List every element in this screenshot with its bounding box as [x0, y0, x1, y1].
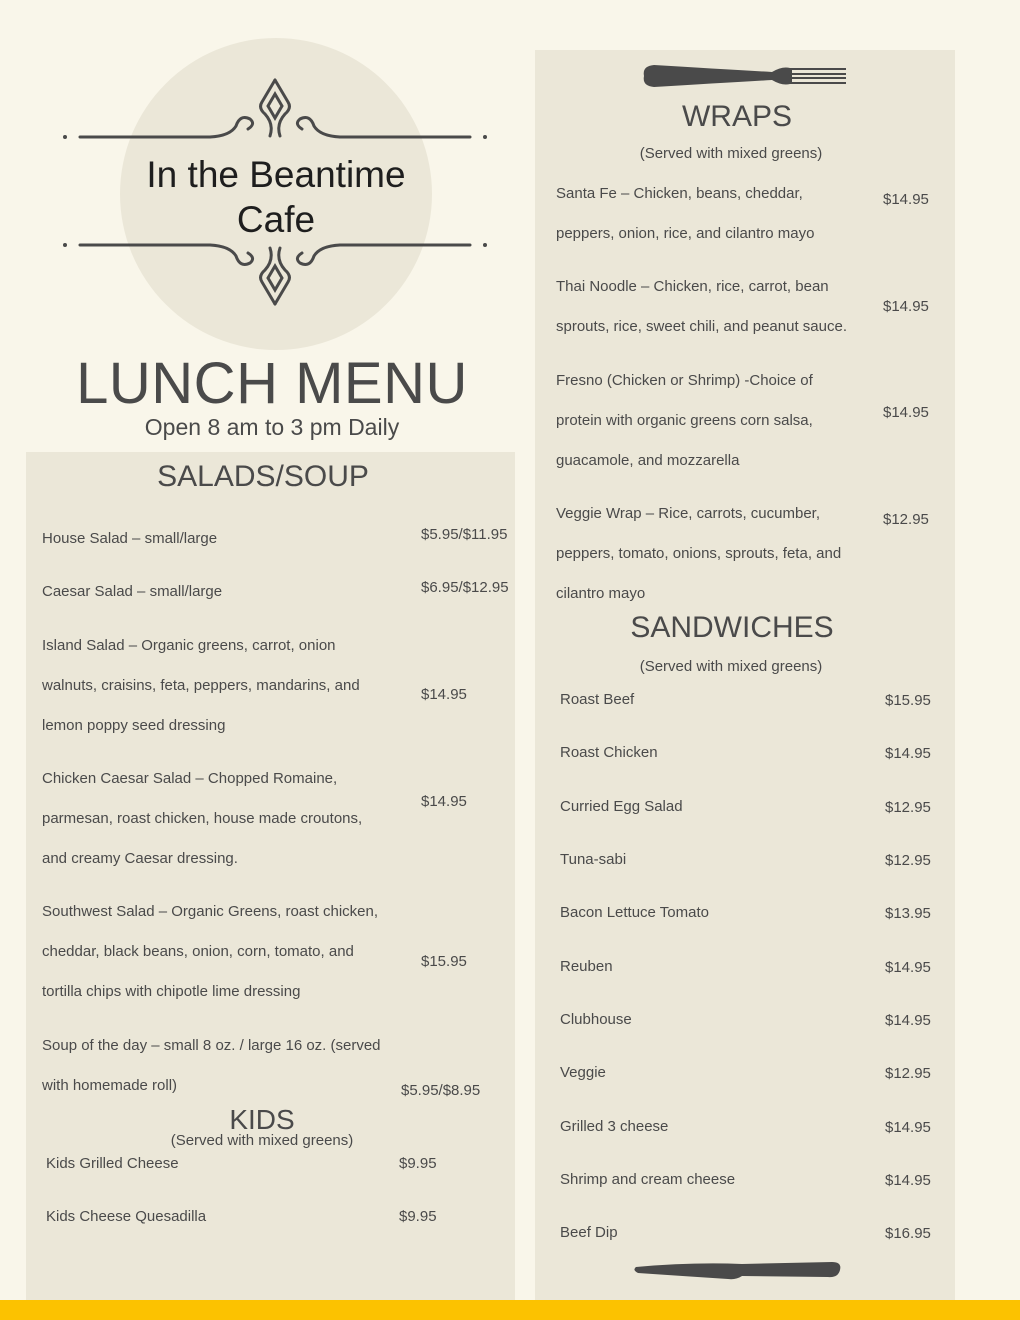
price-beef-dip: $16.95: [885, 1225, 931, 1242]
menu-item-santa-fe-wrap: Santa Fe – Chicken, beans, cheddar, peppers, onion, rice, and cilantro mayo: [556, 185, 815, 242]
price-veggie-sandwich: $12.95: [885, 1065, 931, 1082]
sandwiches-subtitle: (Served with mixed greens): [639, 658, 823, 675]
kids-title: KIDS: [229, 1104, 295, 1135]
salads-title: SALADS/SOUP: [157, 460, 369, 493]
price-soup-of-the-day: $5.95/$8.95: [401, 1082, 481, 1099]
menu-item-reuben: Reuben: [560, 958, 613, 975]
price-house-salad: $5.95/$11.95: [421, 526, 508, 543]
bottom-accent-bar: [0, 1300, 1020, 1320]
price-thai-noodle-wrap: $14.95: [883, 298, 929, 315]
menu-item-island-salad: Island Salad – Organic greens, carrot, onion walnuts, craisins, feta, peppers, mandarins, and lemon poppy seed dressing: [42, 637, 360, 734]
price-clubhouse: $14.95: [885, 1012, 931, 1029]
menu-item-soup-of-the-day: Soup of the day – small 8 oz. / large 16 oz. (served with homemade roll): [42, 1037, 381, 1094]
menu-item-shrimp-cream-cheese: Shrimp and cream cheese: [560, 1171, 736, 1188]
menu-item-roast-beef: Roast Beef: [560, 691, 635, 708]
menu-item-veggie-sandwich: Veggie: [560, 1064, 606, 1081]
price-reuben: $14.95: [885, 959, 931, 976]
menu-item-kids-grilled-cheese: Kids Grilled Cheese: [46, 1155, 179, 1172]
price-tuna-sabi: $12.95: [885, 852, 931, 869]
cafe-name-line2: Cafe: [236, 199, 316, 240]
menu-item-tuna-sabi: Tuna-sabi: [560, 851, 627, 868]
opening-hours: Open 8 am to 3 pm Daily: [144, 414, 400, 440]
sandwiches-title: SANDWICHES: [630, 611, 834, 644]
menu-item-fresno-wrap: Fresno (Chicken or Shrimp) -Choice of protein with organic greens corn salsa, guacamole, and mozzarella: [556, 372, 813, 469]
knife-icon: [632, 1258, 844, 1282]
scroll-ornament-icon: [60, 74, 490, 154]
menu-item-caesar-salad: Caesar Salad – small/large: [42, 583, 223, 600]
menu-item-bacon-lettuce-tomato: Bacon Lettuce Tomato: [560, 904, 709, 921]
price-southwest-salad: $15.95: [421, 953, 467, 970]
price-grilled-3-cheese: $14.95: [885, 1119, 931, 1136]
price-caesar-salad: $6.95/$12.95: [421, 579, 509, 596]
price-fresno-wrap: $14.95: [883, 404, 929, 421]
price-santa-fe-wrap: $14.95: [883, 191, 929, 208]
cafe-name-line1: In the Beantime: [146, 154, 406, 195]
price-chicken-caesar-salad: $14.95: [421, 793, 467, 810]
menu-item-house-salad: House Salad – small/large: [42, 530, 218, 547]
price-shrimp-cream-cheese: $14.95: [885, 1172, 931, 1189]
price-curried-egg-salad: $12.95: [885, 799, 931, 816]
menu-title: LUNCH MENU: [76, 351, 468, 416]
kids-subtitle: (Served with mixed greens): [170, 1132, 354, 1149]
price-veggie-wrap: $12.95: [883, 511, 929, 528]
menu-item-thai-noodle-wrap: Thai Noodle – Chicken, rice, carrot, bean sprouts, rice, sweet chili, and peanut sauce.: [556, 278, 847, 335]
menu-item-southwest-salad: Southwest Salad – Organic Greens, roast chicken, cheddar, black beans, onion, corn, tomato, and tortilla chips with chipotle lime dressing: [42, 903, 379, 1000]
price-kids-cheese-quesadilla: $9.95: [399, 1208, 437, 1225]
menu-item-clubhouse: Clubhouse: [560, 1011, 632, 1028]
price-island-salad: $14.95: [421, 686, 467, 703]
fork-icon: [640, 60, 850, 92]
wraps-subtitle: (Served with mixed greens): [639, 145, 823, 162]
menu-item-roast-chicken: Roast Chicken: [560, 744, 658, 761]
menu-item-chicken-caesar-salad: Chicken Caesar Salad – Chopped Romaine, parmesan, roast chicken, house made croutons, and creamy Caesar dressing.: [42, 770, 363, 867]
menu-item-veggie-wrap: Veggie Wrap – Rice, carrots, cucumber, peppers, tomato, onions, sprouts, feta, and cilantro mayo: [556, 505, 842, 602]
price-kids-grilled-cheese: $9.95: [399, 1155, 437, 1172]
price-roast-chicken: $14.95: [885, 745, 931, 762]
price-bacon-lettuce-tomato: $13.95: [885, 905, 931, 922]
cafe-name: [120, 152, 432, 242]
menu-item-kids-cheese-quesadilla: Kids Cheese Quesadilla: [46, 1208, 207, 1225]
wraps-title: WRAPS: [681, 100, 792, 133]
menu-item-curried-egg-salad: Curried Egg Salad: [560, 798, 683, 815]
menu-item-grilled-3-cheese: Grilled 3 cheese: [560, 1118, 669, 1135]
menu-item-beef-dip: Beef Dip: [560, 1224, 618, 1241]
price-roast-beef: $15.95: [885, 692, 931, 709]
scroll-ornament-icon: [60, 230, 490, 310]
